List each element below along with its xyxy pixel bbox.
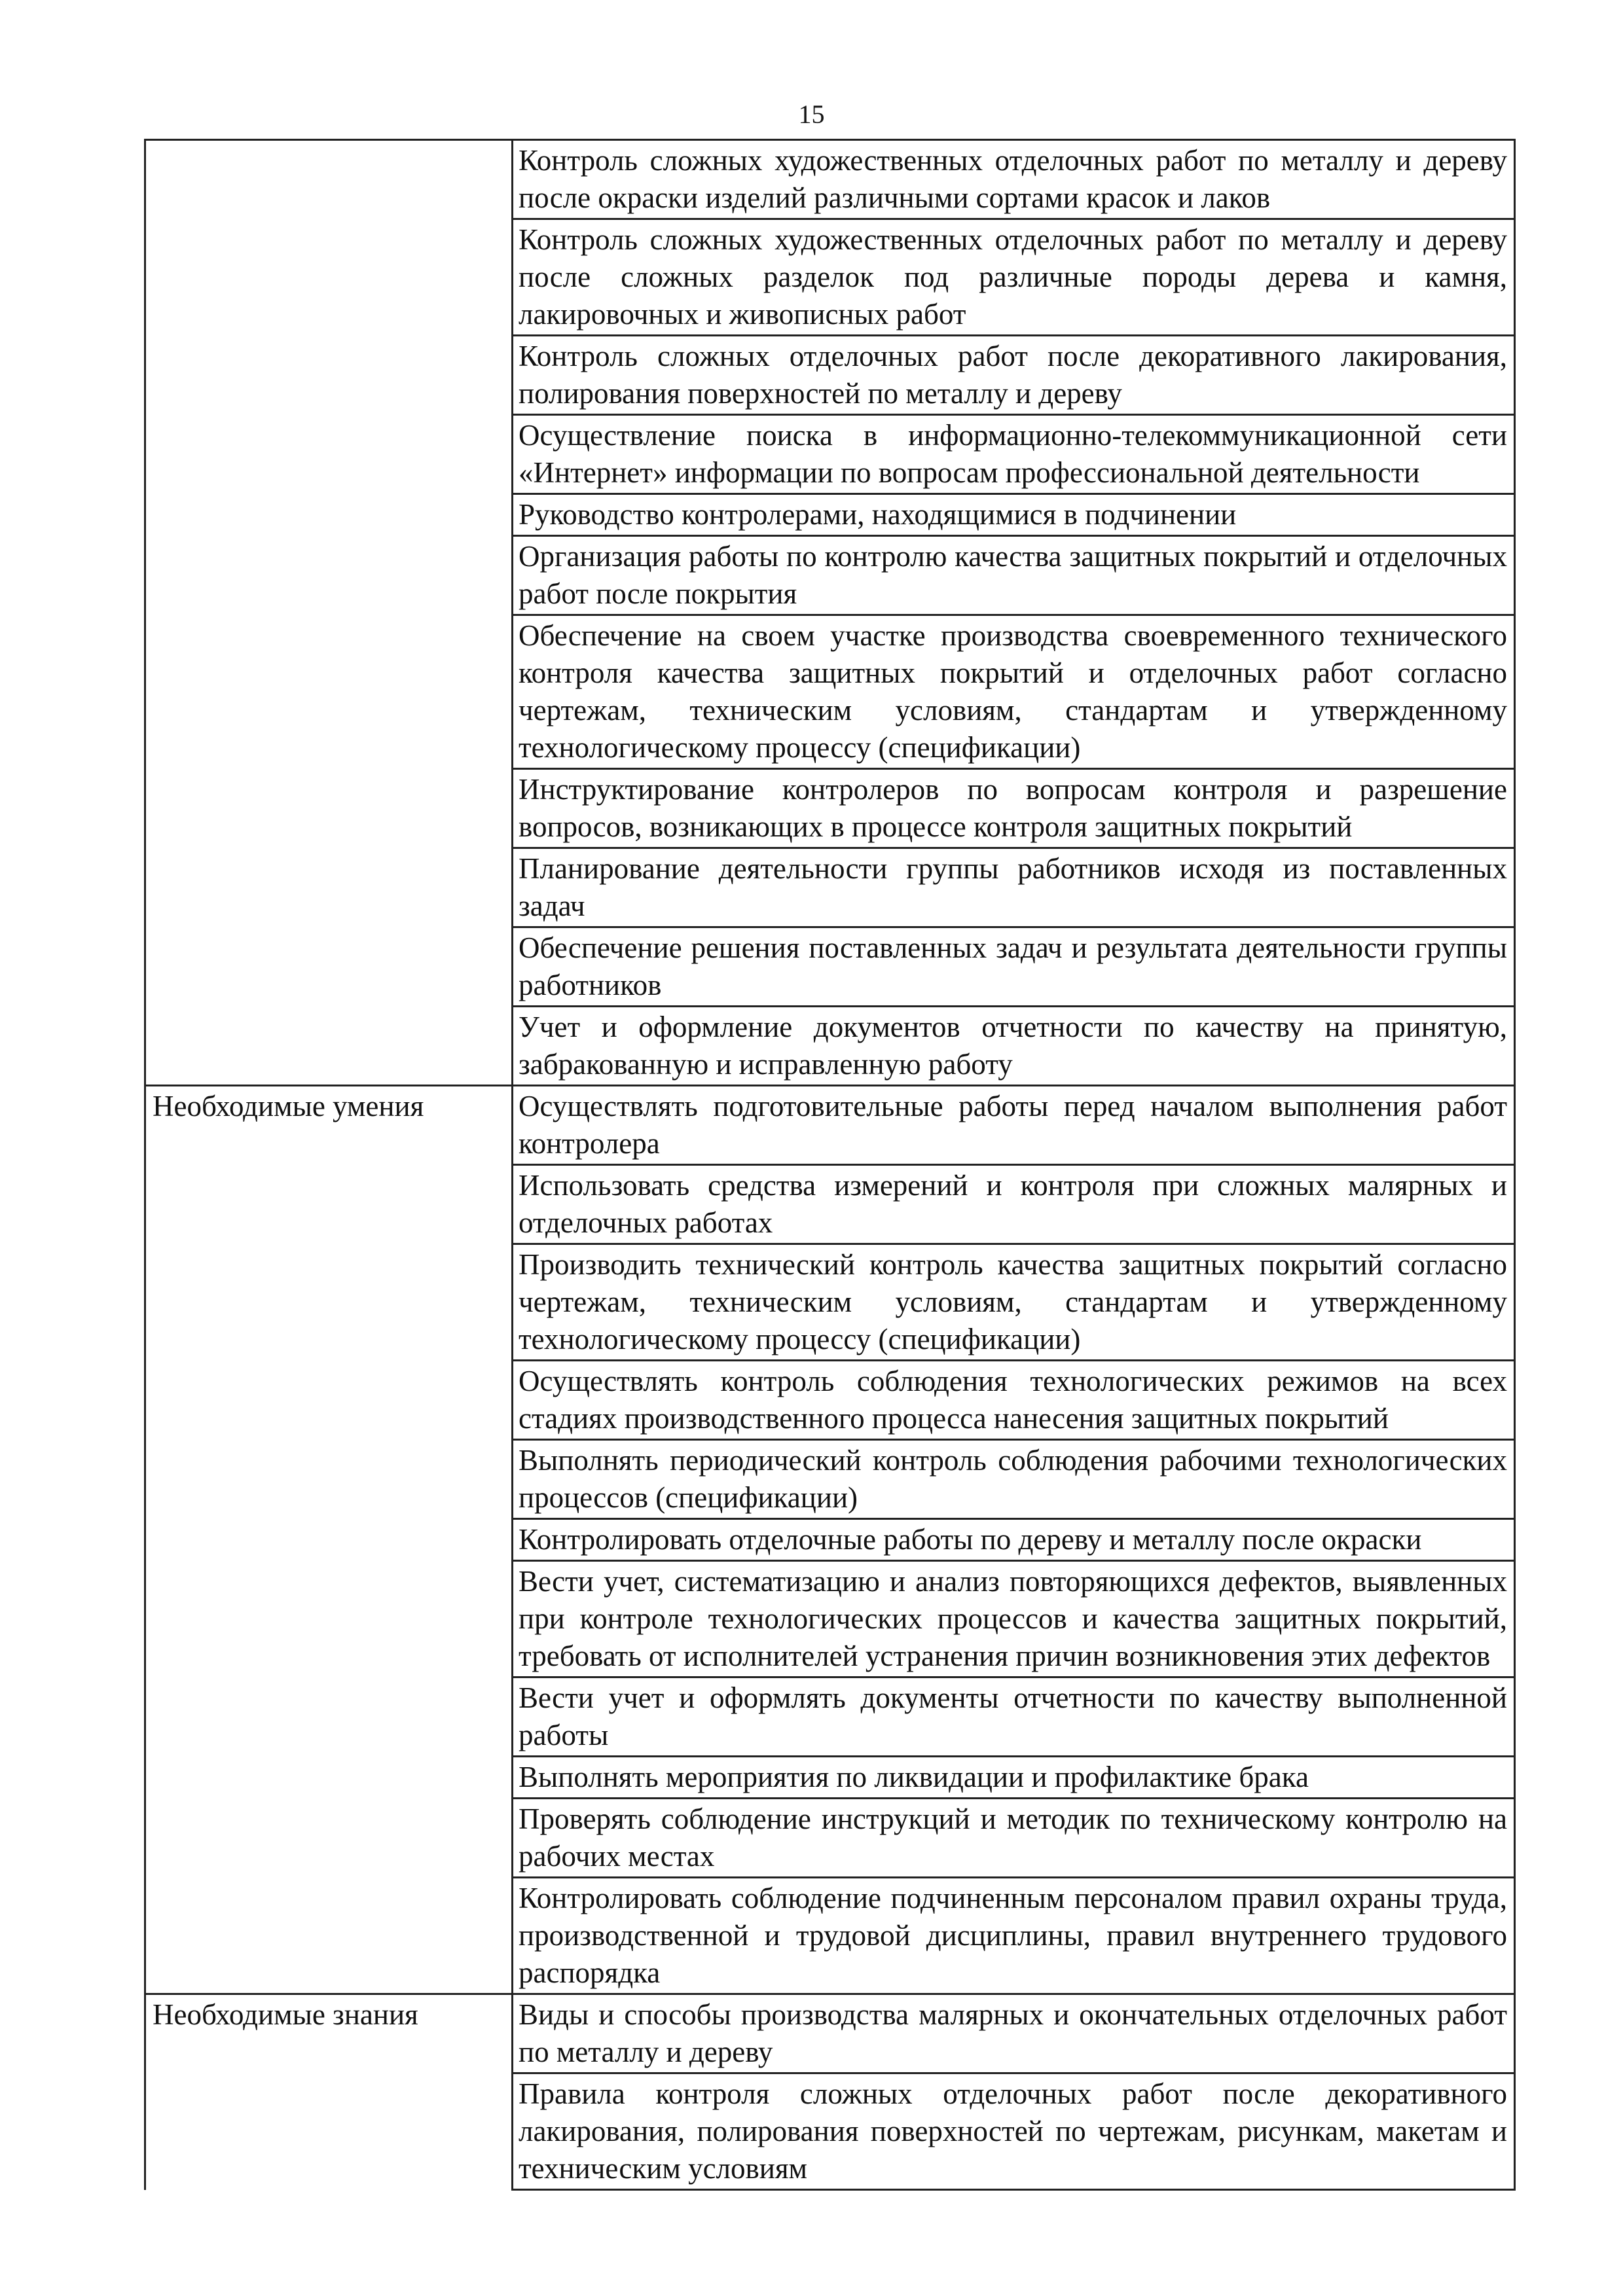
skills-label: Необходимые умения [145, 1086, 513, 1994]
table-cell: Проверять соблюдение инструкций и методик по техническому контролю на рабочих местах [513, 1799, 1515, 1878]
table-cell: Организация работы по контролю качества защитных покрытий и отделочных работ после покрытия [513, 536, 1515, 615]
table-cell: Осуществлять подготовительные работы перед началом выполнения работ контролера [513, 1086, 1515, 1165]
table-cell: Инструктирование контролеров по вопросам контроля и разрешение вопросов, возникающих в процессе контроля защитных покрытий [513, 769, 1515, 848]
table-cell: Вести учет, систематизацию и анализ повторяющихся дефектов, выявленных при контроле технологических процессов и качества защитных покрытий, требовать от исполнителей устранения причин возникновения этих дефектов [513, 1561, 1515, 1677]
table-cell: Правила контроля сложных отделочных работ после декоративного лакирования, полирования поверхностей по чертежам, рисункам, макетам и техническим условиям [513, 2073, 1515, 2190]
table-cell: Осуществлять контроль соблюдения технологических режимов на всех стадиях производственного процесса нанесения защитных покрытий [513, 1361, 1515, 1440]
table-cell: Виды и способы производства малярных и окончательных отделочных работ по металлу и дереву [513, 1994, 1515, 2073]
functions-table [144, 139, 1516, 2191]
table-cell: Выполнять мероприятия по ликвидации и профилактике брака [513, 1757, 1515, 1799]
table-row [145, 1086, 1515, 1165]
table-cell: Контролировать отделочные работы по дереву и металлу после окраски [513, 1519, 1515, 1561]
table-cell: Контроль сложных художественных отделочных работ по металлу и дереву после окраски изделий различными сортами красок и лаков [513, 140, 1515, 219]
table-cell: Учет и оформление документов отчетности по качеству на принятую, забракованную и исправленную работу [513, 1007, 1515, 1086]
knowledge-label: Необходимые знания [145, 1994, 513, 2190]
labor-actions-label-cell [145, 140, 513, 1086]
table-cell: Контроль сложных художественных отделочных работ по металлу и дереву после сложных разделок под различные породы дерева и камня, лакировочных и живописных работ [513, 219, 1515, 336]
page-number: 15 [798, 99, 825, 129]
table-cell: Планирование деятельности группы работников исходя из поставленных задач [513, 848, 1515, 927]
table-cell: Контроль сложных отделочных работ после декоративного лакирования, полирования поверхностей по металлу и дереву [513, 336, 1515, 415]
table-cell: Руководство контролерами, находящимися в подчинении [513, 494, 1515, 536]
table-row [145, 140, 1515, 219]
table-cell: Осуществление поиска в информационно-телекоммуникационной сети «Интернет» информации по вопросам профессиональной деятельности [513, 415, 1515, 494]
table-cell: Обеспечение на своем участке производства своевременного технического контроля качества защитных покрытий и отделочных работ согласно чертежам, техническим условиям, стандартам и утвержденному технологическому процессу (спецификации) [513, 615, 1515, 769]
table-cell: Использовать средства измерений и контроля при сложных малярных и отделочных работах [513, 1165, 1515, 1244]
table-cell: Производить технический контроль качества защитных покрытий согласно чертежам, техническим условиям, стандартам и утвержденному технологическому процессу (спецификации) [513, 1244, 1515, 1361]
table-cell: Обеспечение решения поставленных задач и результата деятельности группы работников [513, 927, 1515, 1007]
table-cell: Вести учет и оформлять документы отчетности по качеству выполненной работы [513, 1677, 1515, 1757]
table-row [145, 1994, 1515, 2073]
table-cell: Контролировать соблюдение подчиненным персоналом правил охраны труда, производственной и трудовой дисциплины, правил внутреннего трудового распорядка [513, 1878, 1515, 1994]
table-cell: Выполнять периодический контроль соблюдения рабочими технологических процессов (спецификации) [513, 1440, 1515, 1519]
